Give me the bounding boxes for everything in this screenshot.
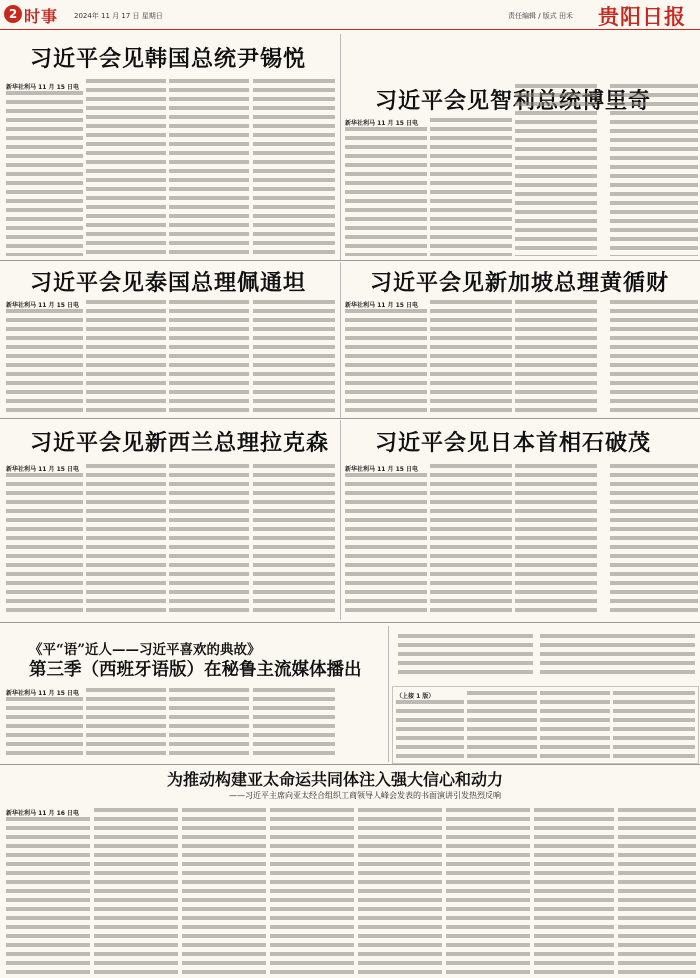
body-main-col6 — [446, 808, 530, 974]
editor-credit: 责任编辑 / 版式 田禾 — [508, 12, 574, 20]
lead-newzealand: 新华社利马 11 月 15 日电 — [6, 466, 80, 473]
body-chile-col3 — [515, 84, 597, 256]
lead-main-story: 新华社利马 11 月 16 日电 — [6, 810, 80, 817]
body-chile-col4 — [610, 84, 698, 256]
lead-korea: 新华社利马 11 月 15 日电 — [6, 84, 80, 91]
column-divider — [340, 34, 341, 260]
lead-feature: 新华社利马 11 月 15 日电 — [6, 690, 80, 697]
lead-chile: 新华社利马 11 月 15 日电 — [345, 120, 419, 127]
body-korea-col2 — [86, 79, 166, 256]
feature-subtitle: 《平“语”近人——习近平喜欢的典故》 — [29, 642, 261, 658]
body-right-top — [398, 634, 533, 679]
body-korea-col3 — [169, 79, 249, 256]
body-korea-col1 — [6, 91, 83, 256]
body-japan-col3 — [515, 464, 597, 616]
row-divider — [0, 418, 700, 419]
headline-thailand: 习近平会见泰国总理佩通坦 — [30, 270, 307, 296]
body-box-col3 — [540, 691, 610, 760]
body-japan-col4 — [610, 464, 698, 616]
column-divider — [340, 420, 341, 620]
body-feature-col3 — [169, 688, 249, 757]
body-main-col4 — [270, 808, 354, 974]
body-thailand-col4 — [253, 300, 335, 414]
body-singapore-col2 — [430, 300, 512, 414]
body-japan-col2 — [430, 464, 512, 616]
body-main-col5 — [358, 808, 442, 974]
column-divider — [340, 262, 341, 418]
body-singapore-col4 — [610, 300, 698, 414]
body-main-col7 — [534, 808, 614, 974]
body-box-col1 — [396, 700, 464, 760]
lead-singapore: 新华社利马 11 月 15 日电 — [345, 302, 419, 309]
headline-singapore: 习近平会见新加坡总理黄循财 — [370, 270, 670, 296]
headline-korea: 习近平会见韩国总统尹锡悦 — [30, 46, 307, 72]
body-chile-col1 — [345, 127, 427, 256]
column-divider — [388, 626, 389, 762]
body-chile-col2 — [430, 118, 512, 256]
body-korea-col4 — [253, 79, 335, 256]
body-main-col8 — [618, 808, 696, 974]
continued-label: （上接 1 版） — [396, 693, 435, 700]
feature-title: 第三季（西班牙语版）在秘鲁主流媒体播出 — [29, 660, 362, 680]
row-divider — [0, 764, 700, 765]
body-main-col1 — [6, 817, 90, 974]
row-divider — [0, 622, 700, 623]
main-story-subtitle: ——习近平主席向亚太经合组织工商领导人峰会发表的书面演讲引发热烈反响 — [229, 791, 501, 800]
headline-newzealand: 习近平会见新西兰总理拉克森 — [30, 430, 330, 456]
body-thailand-col1 — [6, 309, 83, 414]
body-main-col2 — [94, 808, 178, 974]
row-divider — [0, 260, 700, 261]
body-japan-col1 — [345, 473, 427, 616]
headline-japan: 习近平会见日本首相石破茂 — [375, 430, 652, 456]
body-newzealand-col1 — [6, 473, 83, 616]
body-main-col3 — [182, 808, 266, 974]
body-thailand-col3 — [169, 300, 249, 414]
body-newzealand-col2 — [86, 464, 166, 616]
body-thailand-col2 — [86, 300, 166, 414]
body-feature-col4 — [253, 688, 335, 757]
body-newzealand-col4 — [253, 464, 335, 616]
headline-chile: 习近平会见智利总统博里奇 — [375, 88, 652, 114]
body-right-top2 — [540, 634, 695, 679]
body-box-col4 — [613, 691, 695, 760]
main-story-title: 为推动构建亚太命运共同体注入强大信心和动力 — [167, 770, 504, 789]
lead-japan: 新华社利马 11 月 15 日电 — [345, 466, 419, 473]
body-feature-col1 — [6, 697, 83, 757]
body-newzealand-col3 — [169, 464, 249, 616]
masthead — [0, 0, 700, 30]
newspaper-logo: 贵阳日报 — [598, 4, 686, 29]
body-box-col2 — [467, 691, 537, 760]
section-name: 时事 — [24, 7, 59, 26]
body-singapore-col3 — [515, 300, 597, 414]
lead-thailand: 新华社利马 11 月 15 日电 — [6, 302, 80, 309]
body-singapore-col1 — [345, 309, 427, 414]
body-feature-col2 — [86, 688, 166, 757]
page-number: 2 — [4, 5, 22, 23]
issue-date: 2024年 11 月 17 日 星期日 — [74, 12, 163, 20]
